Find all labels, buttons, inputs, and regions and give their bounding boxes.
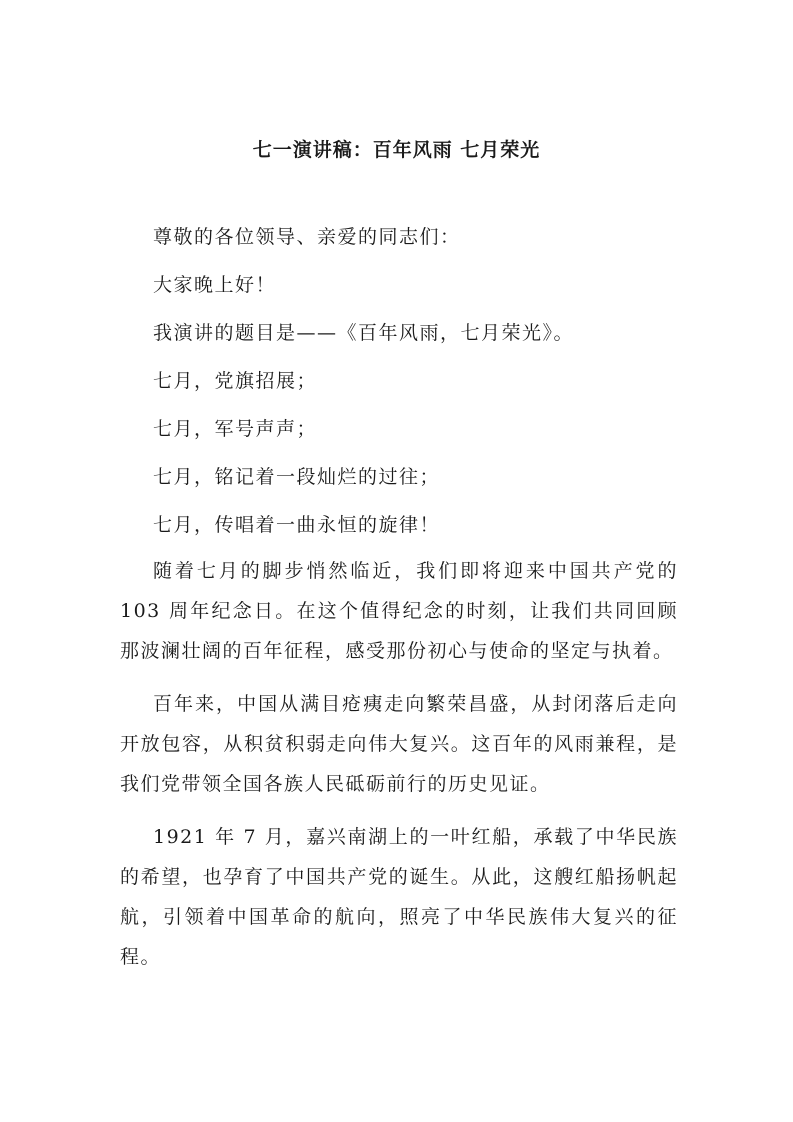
document-title: 七一演讲稿：百年风雨 七月荣光 <box>252 138 541 161</box>
topic-line: 我演讲的题目是——《百年风雨，七月荣光》。 <box>153 322 575 344</box>
greeting-line: 尊敬的各位领导、亲爱的同志们： <box>153 226 461 248</box>
verse-line: 七月，党旗招展； <box>153 370 318 392</box>
verse-line: 七月，传唱着一曲永恒的旋律！ <box>153 514 441 536</box>
verse-line: 七月，军号声声； <box>153 418 318 440</box>
verse-line: 七月，铭记着一段灿烂的过往； <box>153 466 441 488</box>
opening-line: 大家晚上好！ <box>153 274 277 296</box>
body-paragraph: 随着七月的脚步悄然临近，我们即将迎来中国共产党的 103 周年纪念日。在这个值得纪念的时刻，让我们共同回顾那波澜壮阔的百年征程，感受那份初心与使命的坚定与执着。 <box>120 560 678 662</box>
body-paragraph: 1921 年 7 月，嘉兴南湖上的一叶红船，承载了中华民族的希望，也孕育了中国共产党的诞生。从此，这艘红船扬帆起航，引领着中国革命的航向，照亮了中华民族伟大复兴的征程。 <box>120 826 678 968</box>
body-paragraph: 百年来，中国从满目疮痍走向繁荣昌盛，从封闭落后走向开放包容，从积贫积弱走向伟大复兴。这百年的风雨兼程，是我们党带领全国各族人民砥砺前行的历史见证。 <box>120 693 678 795</box>
document-body <box>120 222 678 977</box>
